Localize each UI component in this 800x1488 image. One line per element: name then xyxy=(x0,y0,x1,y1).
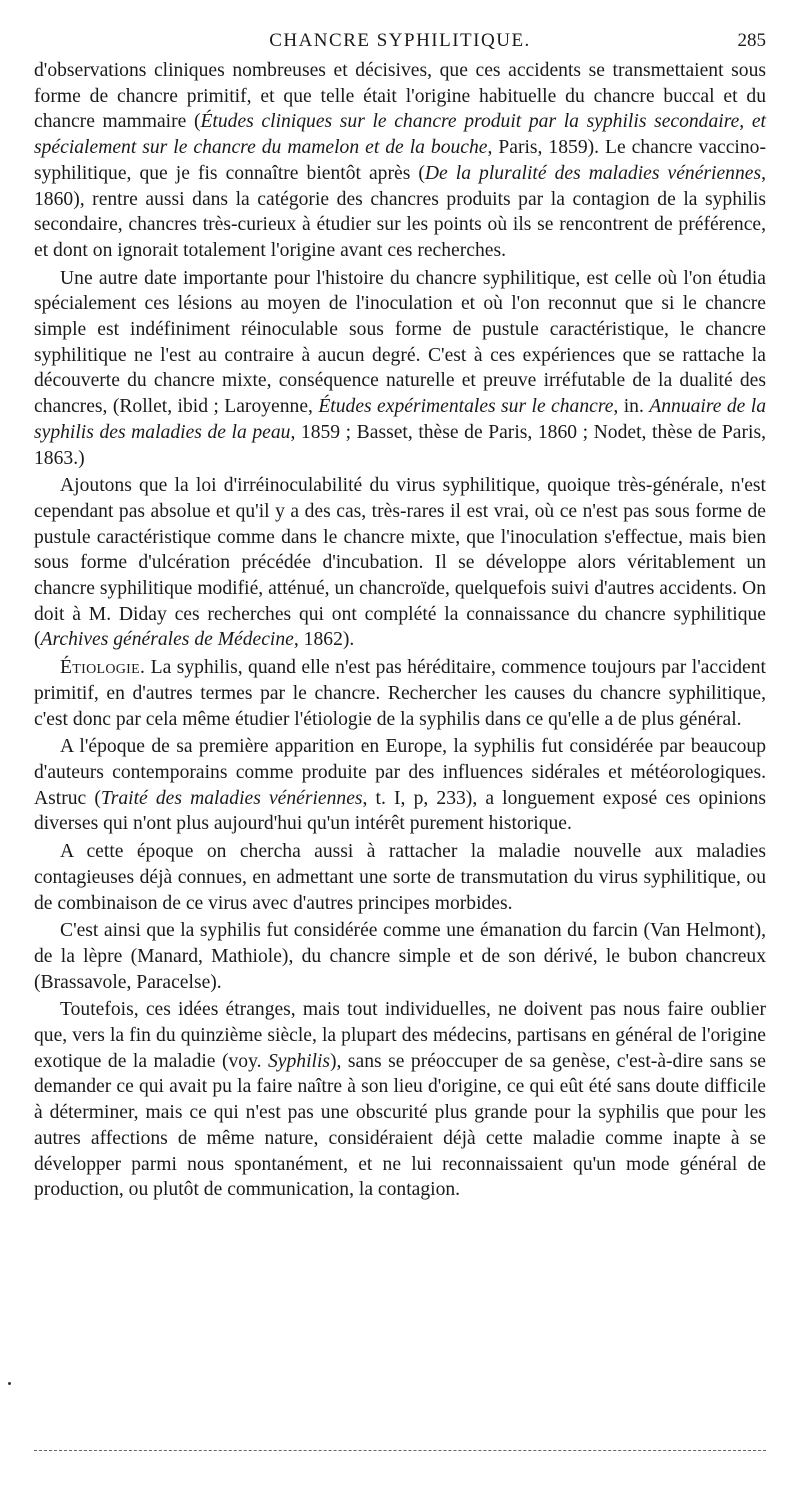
text-segment: , t. I, p, 233), a longuement exposé ces opinions diverses qui n'ont plus aujourd'hui qu'un intérêt purement historique. xyxy=(34,787,766,835)
text-segment: , 1862). xyxy=(293,629,355,651)
text-segment: Toutefois, ces idées étranges, mais tout individuelles, ne doivent pas nous faire oublier que, vers la fin du quinzième siècle, la plupart des médecins, partisans en général de l'origine exotique de la maladie (voy. xyxy=(34,999,766,1072)
text-segment: , in. xyxy=(613,396,650,418)
text-segment: , 1859 ; Basset, thèse de Paris, 1860 ; Nodet, thèse de Paris, 1863.) xyxy=(34,421,766,469)
running-head xyxy=(34,30,766,58)
italic-citation: Syphilis xyxy=(267,1050,331,1072)
text-segment: , Paris, 1859). Le chancre vaccino-syphilitique, que je fis connaître bientôt après ( xyxy=(34,137,766,184)
italic-citation: Études cliniques sur le chancre produit par la syphilis secondaire, et spécialement sur le chancre du mamelon et de la bouche xyxy=(34,111,766,159)
text-segment: C'est ainsi que la syphilis fut considérée comme une émanation du farcin (Van Helmont), de la lèpre (Manard, Mathiole), du chancre simple et de son dérivé, le bubon chancreux (Brassavole, Paracelse). xyxy=(34,920,766,993)
text-segment: A l'époque de sa première apparition en Europe, la syphilis fut considérée par beaucoup d'auteurs contemporains comme produite par des influences sidérales et météorologiques. Astruc ( xyxy=(34,736,766,809)
italic-citation: Archives générales de Médecine xyxy=(40,629,294,651)
paragraph xyxy=(34,655,766,732)
paragraph xyxy=(34,473,766,653)
text-segment: Une autre date importante pour l'histoire du chancre syphilitique, est celle où l'on étudia spécialement ces lésions au moyen de l'inoculation et où l'on reconnut que si le chancre simple est indéfiniment réinoculable sous forme de pustule caractéristique, le chancre syphilitique ne l'est au contraire à aucun degré. C'est à ces expériences que se rattache la découverte du chancre mixte, conséquence naturelle et preuve irréfutable de la dualité des chancres, (Rollet, ibid ; Laroyenne, xyxy=(34,267,766,418)
text-segment: ), sans se préoccuper de sa genèse, c'est-à-dire sans se demander ce qui avait pu la faire naître à son lieu d'origine, ce qui eût été sans doute difficile à déterminer, mais ce qui n'est pas une obscurité plus grande pour la syphilis que pour les autres affections de même nature, considéraient déjà cette maladie comme inapte à se développer parmi nous spontanément, et ne lui reconnaissaient qu'un mode général de production, ou plutôt de communication, la contagion. xyxy=(34,1050,767,1201)
margin-mark xyxy=(8,1382,11,1385)
italic-citation: Études expérimentales sur le chancre xyxy=(318,396,614,418)
italic-citation: Annuaire de la syphilis des maladies de la peau xyxy=(34,396,766,443)
text-segment: Ajoutons que la loi d'irréinoculabilité du virus syphilitique, quoique très-générale, n'est cependant pas absolue et qu'il y a des cas, très-rares il est vrai, où ce n'est pas sous forme de pustule caractéristique comme dans le chancre mixte, que l'inoculation s'effectue, mais bien sous forme d'ulcération précédée d'incubation. Il se développe alors véritablement un chancre syphilitique modifié, atténué, un chancroïde, quelquefois suivi d'autres accidents. On doit à M. Diday ces recherches qui ont complété la connaissance du chancre syphilitique ( xyxy=(34,475,766,651)
paragraph xyxy=(34,997,766,1203)
text-segment: La syphilis, quand elle n'est pas héréditaire, commence toujours par l'accident primitif, en d'autres termes par le chancre. Rechercher les causes du chancre syphilitique, c'est donc par cela même étudier l'étiologie de la syphilis dans ce qu'elle a de plus général. xyxy=(34,657,766,730)
paragraph xyxy=(34,734,766,837)
page xyxy=(34,30,766,1203)
paragraph xyxy=(34,58,766,264)
paragraph xyxy=(34,266,766,472)
paragraph xyxy=(34,839,766,916)
body-text xyxy=(34,58,766,1203)
running-title: CHANCRE SYPHILITIQUE. xyxy=(269,30,531,51)
italic-citation: De la pluralité des maladies vénériennes xyxy=(424,162,762,184)
page-number: 285 xyxy=(737,30,766,51)
italic-citation: Traité des maladies vénériennes xyxy=(100,787,363,809)
paragraph xyxy=(34,918,766,995)
bottom-rule xyxy=(34,1450,766,1451)
text-segment: d'observations cliniques nombreuses et décisives, que ces accidents se transmettaient sous forme de chancre primitif, et que telle était l'origine habituelle du chancre buccal et du chancre mammaire ( xyxy=(34,60,766,133)
text-segment: A cette époque on chercha aussi à rattacher la maladie nouvelle aux maladies contagieuses déjà connues, en admettant une sorte de transmutation du virus syphilitique, ou de combinaison de ce virus avec d'autres principes morbides. xyxy=(34,841,766,914)
text-segment: , 1860), rentre aussi dans la catégorie des chancres produits par la contagion de la syphilis secondaire, chancres très-curieux à étudier sur les points où ils se rencontrent de préférence, et dont on ignorait totalement l'origine avant ces recherches. xyxy=(34,162,766,261)
section-heading: Étiologie. xyxy=(60,657,146,679)
